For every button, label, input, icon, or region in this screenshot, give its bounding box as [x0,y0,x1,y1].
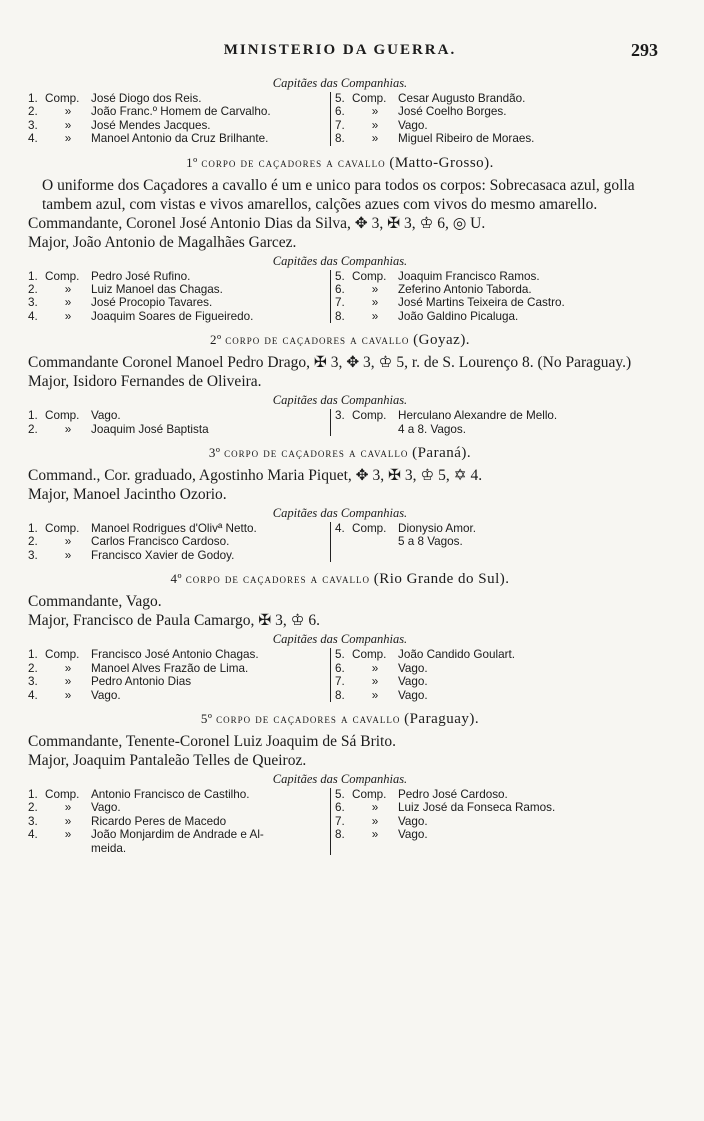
captain-name: Pedro José Rufino. [91,269,191,283]
list-item [28,801,330,814]
comp-label: » [64,422,72,436]
captain-name: 4 a 8. Vagos. [398,422,467,436]
comp-label: Comp. [352,92,387,105]
number: 6. [335,661,345,675]
captain-name: Joaquim Francisco Ramos. [398,269,540,283]
list-item [28,648,330,661]
captain-name: Francisco José Antonio Chagas. [91,648,259,662]
captain-name: Francisco Xavier de Godoy. [91,548,235,562]
commander-line: Commandante, Tenente-Coronel Luiz Joaquim de Sá Brito. [28,732,396,750]
companies-left-column [28,788,331,855]
number: 8. [335,309,345,323]
list-item [28,522,330,535]
number: 4. [28,688,38,702]
captain-name: Miguel Ribeiro de Moraes. [398,132,535,146]
captain-name: José Coelho Borges. [398,105,507,119]
comp-label: » [64,118,72,132]
corpo-place: (Goyaz). [413,332,471,349]
major-line: Major, João Antonio de Magalhães Garcez. [28,233,297,251]
captain-name: Manoel Antonio da Cruz Brilhante. [91,132,269,146]
number: 8. [335,828,345,842]
corpo-title: corpo de caçadores a cavallo [201,155,386,170]
companies-table [28,92,652,146]
captain-name: José Mendes Jacques. [91,118,211,132]
captain-name: José Diogo dos Reis. [91,92,202,105]
list-item [28,119,330,132]
major-line: Major, Manoel Jacintho Ozorio. [28,486,227,504]
section-heading-corpo-1 [28,155,652,172]
list-item [28,828,330,841]
companies-left-column [28,409,331,436]
number: 2. [28,283,38,297]
page-header [28,40,658,74]
number: 3. [28,548,38,562]
comp-label: Comp. [352,409,387,423]
captain-name: Dionysio Amor. [398,522,476,536]
number: 2. [28,105,38,119]
comp-label: » [371,132,379,146]
list-item [335,105,652,118]
corpo-ordinal: 3º [208,445,221,461]
corpo-place: (Rio Grande do Sul). [373,571,510,588]
captain-name: Luiz Manoel das Chagas. [91,283,223,297]
comp-label: » [64,801,72,815]
list-item [28,549,330,562]
list-item [335,788,652,801]
list-item [28,283,330,296]
list-item [28,788,330,801]
captain-name: Vago. [91,688,121,702]
comp-label: Comp. [352,269,387,283]
comp-label: » [371,828,379,842]
captain-name: Vago. [398,814,428,828]
corpo-place: (Paraguay). [404,710,480,727]
comp-label: » [371,118,379,132]
section-heading-corpo-3 [28,445,652,462]
comp-label [352,535,398,548]
companies-caption: Capitães das Companhias. [272,632,408,647]
list-item [335,801,652,814]
comp-label: » [64,296,72,310]
captain-name: Herculano Alexandre de Mello. [398,409,558,423]
captain-name: Luiz José da Fonseca Ramos. [398,801,556,815]
list-item [335,662,652,675]
page [28,40,658,855]
captain-name: Antonio Francisco de Castilho. [91,787,250,801]
comp-label: » [64,688,72,702]
captain-name: Vago. [91,409,121,423]
list-item [335,535,652,548]
captain-name: Cesar Augusto Brandão. [398,92,526,105]
comp-label: » [64,828,72,842]
number: 7. [335,118,345,132]
comp-label: » [64,675,72,689]
captain-name: José Martins Teixeira de Castro. [398,296,565,310]
companies-table [28,522,652,562]
companies-left-column [28,522,331,562]
corpo-place: (Matto-Grosso). [389,154,494,171]
section-heading-corpo-5 [28,711,652,728]
captain-name: Vago. [91,801,121,815]
list-item [335,270,652,283]
captain-name: João Candido Goulart. [398,648,515,662]
companies-right-column [331,409,652,436]
companies-right-column [331,788,652,855]
comp-label: » [371,309,379,323]
comp-label: » [64,105,72,119]
captain-name: Joaquim José Baptista [91,422,209,436]
page-title: MINISTERIO DA GUERRA. [223,42,457,58]
section-heading-corpo-2 [28,332,652,349]
comp-label: » [64,132,72,146]
captain-name: Ricardo Peres de Macedo [91,814,227,828]
number: 7. [335,814,345,828]
captain-name: Joaquim Soares de Figueiredo. [91,309,254,323]
comp-label: » [371,814,379,828]
list-item [28,842,330,855]
list-item [335,119,652,132]
number: 4. [28,309,38,323]
companies-table [28,788,652,855]
captain-name: Vago. [398,661,428,675]
number: 3. [335,409,345,423]
companies-right-column [331,648,652,702]
companies-caption: Capitães das Companhias. [272,76,408,90]
comp-label: » [371,283,379,297]
number: 1. [28,269,38,283]
number [335,423,352,436]
comp-label: » [64,814,72,828]
companies-caption: Capitães das Companhias. [272,393,408,408]
companies-caption: Capitães das Companhias. [272,771,408,786]
corpo-ordinal: 4º [170,571,182,587]
number: 7. [335,296,345,310]
number: 7. [335,675,345,689]
list-item [28,296,330,309]
captain-name: José Procopio Tavares. [91,296,213,310]
companies-left-column [28,92,331,146]
number: 2. [28,422,38,436]
comp-label: » [64,548,72,562]
list-item [28,815,330,828]
comp-label: » [64,661,72,675]
number: 1. [28,648,38,662]
list-item [28,132,330,145]
companies-table [28,409,652,436]
number: 8. [335,688,345,702]
number: 5. [335,269,345,283]
corpo-ordinal: 2º [209,332,222,348]
comp-label: » [371,801,379,815]
comp-label: Comp. [45,92,80,105]
number: 1. [28,522,38,536]
comp-label: » [371,688,379,702]
number: 4. [28,132,38,146]
captain-name: 5 a 8 Vagos. [398,535,463,549]
number: 3. [28,675,38,689]
list-item [28,409,330,422]
comp-label: » [64,535,72,549]
number: 2. [28,801,38,815]
list-item [335,92,652,105]
number: 5. [335,92,345,105]
number: 1. [28,92,38,105]
list-item [335,828,652,841]
number: 2. [28,661,38,675]
number: 4. [335,522,345,536]
captain-name: João Galdino Picaluga. [398,309,519,323]
list-item [28,675,330,688]
number: 3. [28,296,38,310]
captain-name: Manoel Alves Frazão de Lima. [91,661,249,675]
comp-label [45,842,91,855]
number: 3. [28,814,38,828]
list-item [335,310,652,323]
commander-line: Commandante Coronel Manoel Pedro Drago, ✠ 3, ✥ 3, ♔ 5, r. de S. Lourenço 8. (No Paraguay.) [28,354,632,372]
commander-line: Commandante, Vago. [28,593,162,611]
comp-label: Comp. [45,648,80,662]
section-heading-corpo-4 [28,571,652,588]
companies-left-column [28,648,331,702]
corpo-place: (Paraná). [412,445,472,462]
page-number: 293 [631,40,658,60]
number [28,842,45,855]
comp-label: Comp. [45,409,80,423]
captain-name: João Franc.º Homem de Carvalho. [91,105,271,119]
comp-label: Comp. [352,522,387,536]
list-item [28,310,330,323]
list-item [335,815,652,828]
list-item [335,689,652,702]
major-line: Major, Isidoro Fernandes de Oliveira. [28,373,262,391]
list-item [335,409,652,422]
number: 6. [335,283,345,297]
captain-name: Pedro Antonio Dias [91,675,192,689]
companies-right-column [331,270,652,324]
list-item [335,296,652,309]
list-item [335,675,652,688]
companies-left-column [28,270,331,324]
major-line: Major, Joaquim Pantaleão Telles de Queiroz. [28,751,307,769]
number: 3. [28,118,38,132]
comp-label: Comp. [45,269,80,283]
companies-caption: Capitães das Companhias. [272,253,408,268]
commander-line: Commandante, Coronel José Antonio Dias da Silva, ✥ 3, ✠ 3, ♔ 6, ◎ U. [28,214,486,232]
list-item [28,92,330,105]
list-item [335,132,652,145]
number: 6. [335,105,345,119]
number: 8. [335,132,345,146]
comp-label: Comp. [352,648,387,662]
list-item [335,648,652,661]
number: 5. [335,648,345,662]
captain-name: Manoel Rodrigues d'Olivª Netto. [91,522,257,536]
comp-label: » [64,309,72,323]
list-item [335,522,652,535]
corpo-ordinal: 5º [200,710,213,726]
captain-name: Pedro José Cardoso. [398,787,508,801]
commander-line: Command., Cor. graduado, Agostinho Maria Piquet, ✥ 3, ✠ 3, ♔ 5, ✡ 4. [28,467,483,485]
comp-label: » [371,105,379,119]
number: 6. [335,801,345,815]
comp-label: » [371,675,379,689]
number: 1. [28,409,38,423]
captain-name: João Monjardim de Andrade e Al- [91,828,264,842]
corpo-title: corpo de caçadores a cavallo [224,446,409,461]
list-item [28,423,330,436]
number: 2. [28,535,38,549]
comp-label: Comp. [45,787,80,801]
companies-caption: Capitães das Companhias. [272,506,408,521]
list-item [28,689,330,702]
list-item [28,535,330,548]
corpo-title: corpo de caçadores a cavallo [225,333,410,348]
number: 1. [28,787,38,801]
comp-label: Comp. [45,522,80,536]
number [335,535,352,548]
captain-name: Vago. [398,688,428,702]
corpo-ordinal: 1º [186,154,198,170]
list-item [28,105,330,118]
list-item [28,662,330,675]
list-item [28,270,330,283]
corpo-title: corpo de caçadores a cavallo [185,572,370,587]
captain-name: Zeferino Antonio Taborda. [398,283,532,297]
comp-label [352,423,398,436]
companies-right-column [331,92,652,146]
list-item [335,283,652,296]
captain-name: Vago. [398,828,428,842]
companies-table [28,270,652,324]
comp-label: » [371,661,379,675]
corpo-title: corpo de caçadores a cavallo [216,711,401,726]
captain-name: Vago. [398,118,428,132]
comp-label: » [64,283,72,297]
captain-name: Carlos Francisco Cardoso. [91,535,230,549]
number: 5. [335,787,345,801]
comp-label: » [371,296,379,310]
captain-name: Vago. [398,675,428,689]
captain-name: meida. [91,841,127,855]
uniform-paragraph: O uniforme dos Caçadores a cavallo é um e unico para todos os corpos: Sobrecasaca azul, golla tambem azul, com vistas e vivos amarellos, calções azues com vivos do mesmo amarello. [42,176,635,213]
comp-label: Comp. [352,787,387,801]
companies-right-column [331,522,652,562]
companies-table [28,648,652,702]
major-line: Major, Francisco de Paula Camargo, ✠ 3, ♔ 6. [28,612,321,630]
list-item [335,423,652,436]
number: 4. [28,828,38,842]
